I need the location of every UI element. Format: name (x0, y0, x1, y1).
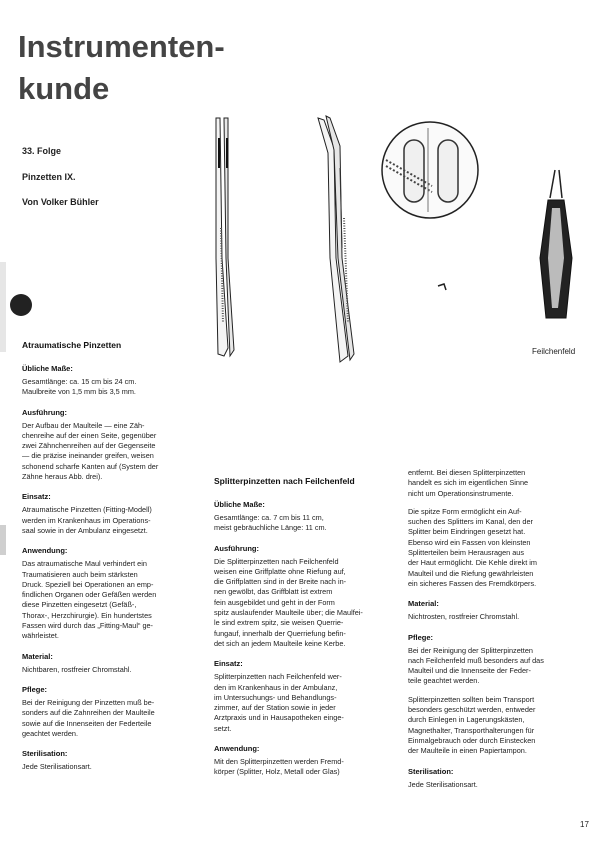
page-edge-shadow (0, 262, 6, 352)
instrument-illustration (200, 108, 608, 370)
section-text (214, 513, 402, 534)
page-edge-shadow (0, 525, 6, 555)
text-line: Splitterpinzetten sollten beim Transport (408, 694, 535, 704)
text-line: meist gebräuchliche Länge: 11 cm. (214, 523, 327, 533)
section-title: Material: (22, 651, 53, 661)
section (408, 633, 596, 687)
section-text (408, 780, 596, 790)
section-title: Übliche Maße: (214, 500, 265, 509)
text-line: findlichen Organen oder Gefäßen werden (22, 590, 157, 600)
text-line: teile geachtet werden. (408, 676, 480, 686)
text-line: Nichtrosten, rostfreier Chromstahl. (408, 612, 520, 622)
column-continued (408, 468, 596, 790)
text-line: zwei Zähnchenreihen auf der Gegenseite (22, 441, 156, 451)
section-text (22, 665, 207, 675)
text-line: Das atraumatische Maul verhindert ein (22, 559, 147, 569)
section (214, 500, 402, 534)
section (214, 659, 402, 734)
text-line: Zähne heraus Abb. drei). (22, 472, 103, 482)
section-heading: Atraumatische Pinzetten (22, 340, 122, 350)
paragraph (408, 468, 596, 499)
text-line: zimmer, auf der Station sowie in jeder (214, 703, 336, 713)
text-line: suchen des Splitters im Kanal, den der (408, 517, 533, 527)
section-text (22, 559, 207, 641)
title-line: Instrumenten- (18, 29, 225, 64)
text-line: nach Feilchenfeld muß besonders auf das (408, 655, 544, 665)
text-line: Maulteil und die Riefung gewährleisten (408, 568, 534, 578)
section (214, 544, 402, 650)
section-text (214, 672, 402, 734)
section (22, 364, 207, 398)
section-title: Einsatz: (22, 492, 51, 502)
text-line: — die präzise ineinander greifen, weisen (22, 451, 154, 461)
section-title: Anwendung: (22, 546, 68, 556)
section-title: Einsatz: (214, 659, 243, 669)
text-line: Jede Sterilisationsart. (408, 779, 478, 789)
text-line: den im Krankenhaus in der Ambulanz, (214, 682, 338, 692)
series-topic: Pinzetten IX. (22, 172, 76, 182)
section-title: Sterilisation: (22, 749, 68, 759)
section (22, 652, 207, 675)
text-line: Gesamtlänge: ca. 7 cm bis 11 cm, (214, 513, 324, 522)
text-line: Die spitze Form ermöglicht ein Auf- (408, 506, 522, 516)
atraumatic-forceps-drawing (216, 118, 234, 356)
section-text (22, 505, 207, 536)
series-number: 33. Folge (22, 146, 62, 156)
text-line: diese Pinzetten eingesetzt (Gefäß-, (22, 600, 137, 610)
section (22, 685, 207, 739)
text-line: Maulbreite von 1,5 mm bis 3,5 mm. (22, 387, 136, 397)
section (214, 744, 402, 778)
section-bullet (10, 294, 32, 316)
section-title: Ausführung: (22, 407, 67, 417)
text-line: Einmalgebrauch oder durch Einstecken (408, 735, 536, 745)
section-text (214, 557, 402, 650)
text-line: ein sicheres Fassen des Fremdkörpers. (408, 578, 537, 588)
text-line: det sich an jedem Maulteile keine Kerbe. (214, 638, 346, 648)
section-title: Anwendung: (214, 744, 260, 754)
section-text (22, 698, 207, 739)
text-line: Bei der Reinigung der Splitterpinzetten (408, 645, 533, 655)
text-line: nen gewölbt, das Griffblatt ist extrem (214, 587, 333, 597)
text-line: Thorax-, Herzchirurgie). Ein hundertstes (22, 610, 152, 620)
column-feilchenfeld (214, 476, 402, 778)
section (22, 408, 207, 483)
text-line: währleistet. (22, 631, 59, 641)
text-line: Nichtbaren, rostfreier Chromstahl. (22, 664, 132, 674)
text-line: handelt es sich im eigentlichen Sinne (408, 478, 529, 488)
text-line: im Untersuchungs- und Behandlungs- (214, 692, 337, 702)
section-text (214, 757, 402, 778)
text-line: Gesamtlänge: ca. 15 cm bis 24 cm. (22, 377, 137, 386)
section-text (408, 695, 596, 757)
text-line: Bei der Reinigung der Pinzetten muß be- (22, 697, 155, 707)
text-line: saal sowie in der Ambulanz eingesetzt. (22, 525, 148, 535)
section-title: Ausführung: (214, 543, 259, 553)
text-line: chenreihe auf der einen Seite, gegenüber (22, 430, 157, 440)
text-line: die Griffplatten sind in der Breite nach in- (214, 577, 347, 587)
text-line: Magnethalter, Transporthalterungen für (408, 725, 535, 735)
text-line: Der Aufbau der Maulteile — eine Zäh- (22, 420, 145, 430)
paragraph (408, 695, 596, 757)
section (408, 767, 596, 790)
text-line: der Maulteile in einen Papiertampon. (408, 746, 527, 756)
section-text (22, 377, 207, 398)
author-line: Von Volker Bühler (22, 197, 99, 207)
text-line: körper (Splitter, Holz, Metall oder Glas) (214, 767, 340, 777)
text-line: werden im Krankenhaus im Operations- (22, 515, 151, 525)
section (22, 546, 207, 641)
text-line: Arztpraxis und in Hausapotheken einge- (214, 713, 344, 723)
section (408, 599, 596, 622)
text-line: entfernt. Bei diesen Splitterpinzetten (408, 468, 526, 477)
text-line: Atraumatische Pinzetten (Fitting-Modell) (22, 505, 152, 515)
jaw-detail-circle (382, 122, 478, 218)
text-line: Fassen wird durch das „Fitting-Maul“ ge- (22, 621, 153, 631)
section (22, 749, 207, 772)
section-title: Pflege: (408, 632, 434, 642)
section-heading: Splitterpinzetten nach Feilchenfeld (214, 476, 355, 486)
section-title: Übliche Maße: (22, 364, 73, 373)
text-line: Maulteil und die Innenseite der Feder- (408, 666, 531, 676)
text-line: spitz auslaufender Maulteile über; die Maulfei- (214, 608, 363, 618)
text-line: sonders auf die Zahnreihen der Maulteile (22, 708, 155, 718)
text-line: fein ausgebildet und geht in der Form (214, 597, 335, 607)
text-line: Jede Sterilisationsart. (22, 762, 92, 772)
figure-caption: Feilchenfeld (532, 347, 576, 356)
text-line: durch Einlegen in Lagerungskästen, (408, 715, 525, 725)
section-title: Pflege: (22, 684, 48, 694)
text-line: der Haut ermöglicht. Die Kehle direkt im (408, 558, 537, 568)
col1-sections (22, 364, 207, 772)
column-atraumatic (22, 340, 207, 772)
bent-forceps-drawing (318, 116, 354, 362)
text-line: Splitterpinzetten nach Feilchenfeld wer- (214, 672, 342, 682)
text-line: Mit den Splitterpinzetten werden Fremd- (214, 757, 344, 767)
text-line: weisen eine Griffplatte ohne Riefung auf, (214, 566, 346, 576)
section-text (408, 612, 596, 622)
text-line: sowie auf die Innenseiten der Federteile (22, 718, 152, 728)
text-line: Traumatisieren auch beim stärksten (22, 569, 138, 579)
text-line: geachtet werden. (22, 728, 78, 738)
text-line: Die Splitterpinzetten nach Feilchenfeld (214, 556, 339, 566)
section-title: Sterilisation: (408, 766, 454, 776)
section (22, 492, 207, 536)
paragraph (408, 507, 596, 589)
title-line: kunde (18, 71, 110, 106)
page-title (18, 26, 225, 110)
section-text (408, 646, 596, 687)
text-line: fungauf, innerhalb der Querriefung befin- (214, 628, 346, 638)
text-line: setzt. (214, 723, 232, 733)
text-line: Druck. Speziell bei Operationen an emp- (22, 579, 154, 589)
text-line: Splitter beim Eindringen gesetzt hat. (408, 527, 526, 537)
text-line: besonders geschützt werden, entweder (408, 705, 536, 715)
text-line: le sind extrem spitz, sie weisen Querrie- (214, 618, 344, 628)
text-line: nicht um Operationsinstrumente. (408, 488, 514, 498)
section-text (22, 762, 207, 772)
text-line: Ebenso wird ein Fassen von kleinsten (408, 537, 531, 547)
text-line: schonend scharfe Kanten auf (System der (22, 461, 159, 471)
text-line: Splitterteilen beim Herausragen aus (408, 548, 525, 558)
section-title: Material: (408, 599, 439, 609)
section-text (22, 421, 207, 483)
page-number: 17 (580, 820, 589, 829)
